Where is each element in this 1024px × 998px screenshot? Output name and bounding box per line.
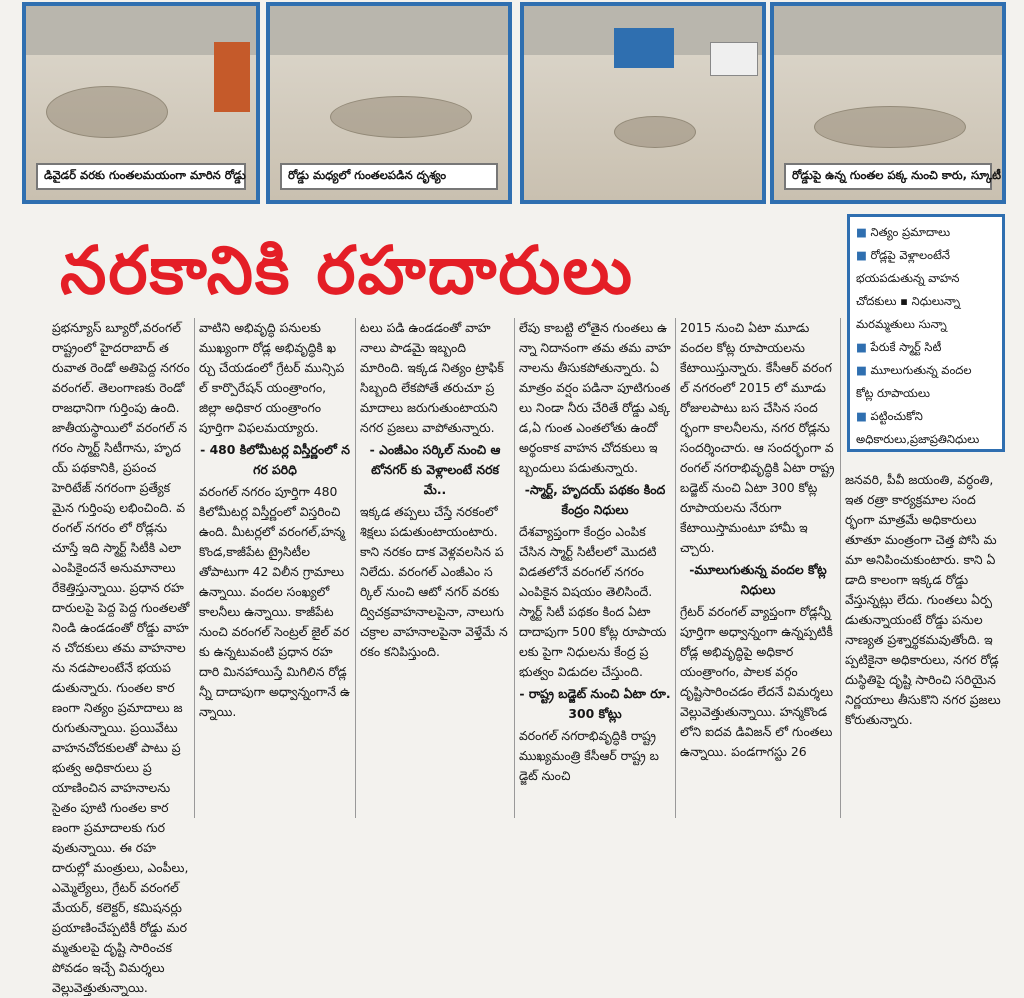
highlight-9: ■ పట్టించుకోని [856, 405, 996, 428]
column-divider [514, 318, 515, 818]
column-4-text-b: దేశవ్యాప్తంగా కేంద్రం ఎంపిక చేసిన స్మార్ట్ సిటీలలో మొదటి విడతలోనే వరంగల్ నగరం ఎంపికైన విషయం తెలిసిందే. స్మార్ట్ సిటీ పథకం కింద ఏటా దాదాపుగా 500 కోట్ల రూపాయలకు పైగా నిధులను కేంద్ర ప్రభుత్వం విడుదల చేస్తుంది. [519, 524, 667, 679]
photo-4-background [774, 6, 1002, 55]
column-divider [194, 318, 195, 818]
column-2-subhead: - 480 కిలోమీటర్ల విస్తీర్ణంలో నగర పరిధి [200, 442, 350, 477]
photo-3 [520, 2, 766, 204]
headline: నరకానికి రహదారులు [60, 232, 634, 309]
column-3 [360, 318, 510, 818]
column-2 [199, 318, 351, 818]
photo-4-pothole [814, 106, 966, 148]
column-5-text-b: గ్రేటర్ వరంగల్ వ్యాప్తంగా రోడ్లన్నీ పూర్తిగా అధ్వాన్నంగా ఉన్నప్పటికీ రోడ్ల అభివృద్ధిపై అధికార యంత్రాంగం, పాలక వర్గం దృష్టిసారించడం లేదనే విమర్శలు వెల్లువెత్తుతున్నాయి. హన్మకొండలోని ఐదవ డివిజన్ లో గుంతలు ఉన్నాయి. పండగాగస్టు 26 [680, 604, 834, 759]
column-3-text-b: ఇక్కడ తప్పలు చేస్తే నరకంలో శిక్షలు పడుతుంటాయంటారు. కాని నరకం దాక వెళ్లవలసిన పనిలేదు. వరంగల్ ఎంజీఎం సర్కిల్ నుంచి ఆటో నగర్ వరకు ద్విచక్రవాహనాలపైనా, నాలుగు చక్రాల వాహనాలపైనా వెళ్తేమే నరకం కనిపిస్తుంది. [360, 504, 508, 659]
photo-1-pothole [46, 86, 168, 138]
photo-1 [22, 2, 260, 204]
column-2-text-b: వరంగల్ నగరం పూర్తిగా 480 కిలోమీటర్ల విస్తీర్ణంలో విస్తరించి ఉంది. మీటర్లలో వరంగల్,హన్మకొండ,కాజీపేట ట్రైసిటీలతోపాటుగా 42 విలీన గ్రామాలు ఉన్నాయి. వందల సంఖ్యలో కాలనీలు ఉన్నాయి. కాజీపేట నుంచి వరంగల్ సెంట్రల్ జైల్ వరకు ఉన్నటువంటి ప్రధాన రహదారి మినహాయిస్తే మిగిలిన రోడ్లన్నీ దాదాపుగా అధ్వాన్నంగానే ఉన్నాయి. [199, 484, 350, 719]
photo-2-caption: రోడ్డు మధ్యలో గుంతలపడిన దృశ్యం [280, 163, 498, 190]
photo-2-background [270, 6, 508, 55]
highlight-7: ■ మూలుగుతున్న వందల [856, 359, 996, 382]
column-5-text: 2015 నుంచి ఏటా మూడు వందల కోట్ల రూపాయలను కేటాయిస్తున్నారు. కేసీఆర్ వరంగల్ నగరంలో 2015 లో మూడు రోజులపాటు బస చేసిన సందర్భంగా కాలనీలను, నగర రోడ్లను సందర్శించారు. ఆ సందర్భంగా వరంగల్ నగరాభివృద్ధికి ఏటా రాష్ట్ర బడ్జెట్ నుంచి ఏటా 300 కోట్ల రూపాయలను నేరుగా కేటాయిస్తామంటూ హామీ ఇచ్చారు. [680, 320, 835, 555]
column-1-text: ప్రభన్యూస్ బ్యూరో,వరంగల్ రాష్ట్రంలో హైదరాబాద్ తరువాత రెండో అతిపెద్ద నగరం వరంగల్. తెలంగాణకు రెండో రాజధానిగా గుర్తింపు ఉంది. జాతీయస్థాయిలో వరంగల్ నగరం స్మార్ట్ సిటీగాను, హృదయ్ పథకానికి, ప్రపంచ హెరిటేజ్ నగరంగా ప్రత్యేకమైన గుర్తింపు లభించింది. వరంగల్ నగరం లో రోడ్లను చూస్తే ఇది స్మార్ట్ సిటీకి ఎలా ఎంపికైందనే అనుమానాలు రేకెత్తిస్తున్నాయి. ప్రధాన రహదారులపై పెద్ద పెద్ద గుంతలతో నిండి ఉండడంతో రోడ్డు వాహన చోదకులు తమ వాహనాలను నడపాలంటేనే భయపడుతున్నారు. గుంతల కారణంగా నిత్యం ప్రమాదాలు జరుగుతున్నాయి. ప్రయివేటు వాహనచోదకులతో పాటు ప్రభుత్వ అధికారులు ప్రయాణించిన వాహనాలను సైతం పూటి గుంతల కారణంగా ప్రమాదాలకు గురవుతున్నాయి. ఈ రహదారుల్లో మంత్రులు, ఎంపీలు, ఎమ్మెల్యేలు, గ్రేటర్ వరంగల్ మేయర్, కలెక్టర్, కమిషనర్లు ప్రయాణించేప్పటికీ రోడ్డు మరమ్మతులపై దృష్టి సారించకపోవడం ఇచ్చే విమర్శలు వెల్లువెత్తుతున్నాయి. [52, 320, 190, 995]
column-3-text: టలు పడి ఉండడంతో వాహనాలు పాడమై ఇబ్బంది మారింది. ఇక్కడ నిత్యం ట్రాఫిక్ సిబ్బంది లేకపోతే తరుచూ ప్రమాదాలు జరుగుతుంటాయని నగర ప్రజలు వాపోతున్నారు. [360, 320, 504, 435]
column-4-text-c: వరంగల్ నగరాభివృద్ధికి రాష్ట్ర ముఖ్యమంత్రి కేసీఆర్ రాష్ట్ర బడ్జెట్ నుంచి [519, 728, 659, 783]
highlight-6: ■ పేరుకే స్మార్ట్ సిటీ [856, 336, 996, 359]
photo-2 [266, 2, 512, 204]
shop-shape [614, 28, 674, 68]
column-4-subhead-2: - రాష్ట్ర బడ్జెట్ నుంచి ఏటా రూ.300 కోట్లు [519, 686, 671, 721]
truck-shape [214, 42, 250, 112]
column-3-subhead: - ఎంజీఎం సర్కిల్ నుంచి ఆటోనగర్ కు వెళ్లాలంటే నరకమే.. [369, 442, 501, 497]
column-4-subhead: -స్మార్ట్, హృదయ్ పథకం కింద కేంద్రం నిధులు [524, 482, 666, 517]
column-4-text: లేపు కాబట్టి లోతైన గుంతలు ఉన్నా నిదానంగా తమ తమ వాహనాలను తీసుకపోతున్నారు. ఏమాత్రం వర్షం పడినా పూటిగుంతలు నిండా నీరు చేరితే రోడ్డు ఎక్కడ,ఏ గుంత ఎంతలోతు ఉందో అర్థంకాక వాహన చోదకులు ఇబ్బందులు పడుతున్నారు. [519, 320, 671, 475]
photo-3-pothole [614, 116, 696, 148]
column-5 [680, 318, 836, 818]
highlights-box [847, 214, 1005, 452]
column-divider [355, 318, 356, 818]
highlight-2: ■ రోడ్లపై వెళ్లాలంటేనే [856, 244, 996, 267]
column-divider [675, 318, 676, 818]
column-divider [840, 318, 841, 818]
highlight-10: అధికారులు,ప్రజాప్రతినిధులు [856, 432, 980, 446]
photo-4-caption: రోడ్డుపై ఉన్న గుంతల పక్క నుంచి కారు, స్కూటీ [784, 163, 992, 190]
photo-4 [770, 2, 1006, 204]
highlight-5: మరమ్మతులు సున్నా [856, 317, 947, 331]
highlight-8: కోట్ల రూపాయలు [856, 386, 930, 400]
column-2-text: వాటిని అభివృద్ధి పనులకు ముఖ్యంగా రోడ్ల అభివృద్ధికి ఖర్చు చేయడంలో గ్రేటర్ మున్సిపల్ కార్పొరేషన్ యంత్రాంగం, జిల్లా అధికార యంత్రాంగం పూర్తిగా విఫలమయ్యారు. [199, 320, 345, 435]
column-5-subhead: -మూలుగుతున్న వందల కోట్ల నిధులు [689, 562, 827, 597]
column-6-text: జనవరి, పీవీ జయంతి, వర్ధంతి, ఇత రత్రా కార్యక్రమాల సందర్భంగా మాత్రమే అధికారులు తూతూ మంత్రంగా చెత్త పోసి మమా అనిపించుకుంటారు. కాని ఏడాది కాలంగా ఇక్కడ రోడ్డు వేస్తున్నట్లు లేదు. గుంతలు ఏర్పడుతున్నాయంటే రోడ్డు పనుల నాణ్యత ప్రశ్నార్థకమవుతోంది. ఇప్పటికైనా అధికారులు, నగర రోడ్ల దుస్థితిపై దృష్టి సారించి సరియైన నిర్ణయాలు తీసుకొని నగర ప్రజలు కోరుతున్నారు. [845, 472, 1001, 727]
highlight-1: ■ నిత్యం ప్రమాదాలు [856, 221, 996, 244]
column-6 [845, 470, 1005, 818]
column-1 [52, 318, 190, 995]
photo-2-pothole [330, 96, 472, 138]
column-4 [519, 318, 671, 818]
photo-1-caption: డివైడర్ వరకు గుంతలమయంగా మారిన రోడ్డు [36, 163, 246, 190]
jeep-shape [710, 42, 758, 76]
highlight-4: చోదకులు ▪ నిధులున్నా [856, 294, 961, 308]
highlight-3: భయపడుతున్న వాహన [856, 271, 960, 285]
